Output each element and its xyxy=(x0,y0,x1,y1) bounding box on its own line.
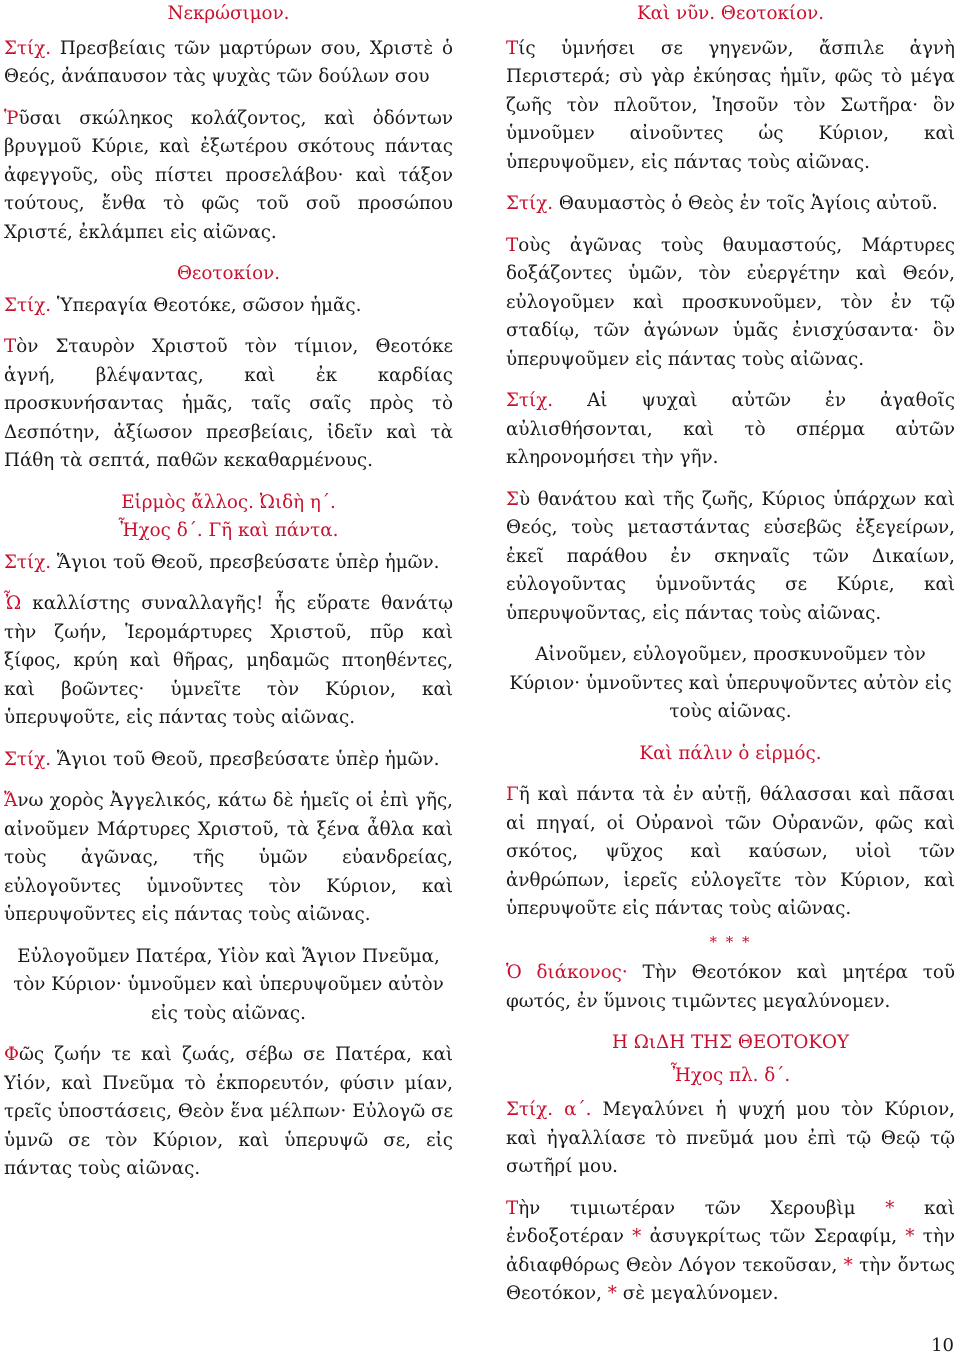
stix-label: Στίχ. xyxy=(4,551,52,573)
theotokion-text xyxy=(506,35,955,178)
stix-label: Στίχ. α΄. xyxy=(506,1099,592,1120)
deacon-label: Ὁ διάκονος· xyxy=(506,962,628,983)
verse-stix-1 xyxy=(4,35,453,92)
ode-tone: Ἦχος πλ. δ΄. xyxy=(670,1064,791,1086)
troparion-1 xyxy=(4,105,453,248)
heading-palin-heirmos: Καὶ πάλιν ὁ εἱρμός. xyxy=(639,742,822,764)
megalynarion-text: καὶ ἐνδοξοτέραν xyxy=(506,1197,955,1247)
troparion-text: καλλίστης συναλλαγῆς! ἧς εὕρατε θανάτῳ τὴν ζωήν, Ἱερομάρτυρες Χριστοῦ, πῦρ καὶ ξίφος, κρύη καὶ θῆρας, μηδαμῶς πτοηθέντες, καὶ βοῶντες· ὑμνεῖτε τὸν Κύριον, καὶ ὑπερυψοῦτε, εἰς πάντας τοὺς αἰῶνας. xyxy=(4,593,453,728)
troparion-4 xyxy=(4,787,453,930)
verse-text: Πρεσβείαις τῶν μαρτύρων σου, Χριστὲ ὁ Θεός, ἀνάπαυσον τὰς ψυχὰς τῶν δούλων σου xyxy=(4,37,453,87)
heirmos-heading-1: Εἱρμὸς ἄλλος. Ὠιδὴ η΄. xyxy=(121,491,336,513)
verse-text: Θαυμαστὸς ὁ Θεὸς ἐν τοῖς Ἁγίοις αὐτοῦ. xyxy=(553,193,938,214)
troparion-3 xyxy=(4,590,453,733)
troparion-5 xyxy=(4,1041,453,1184)
asterisk-mark: * xyxy=(905,1226,915,1247)
troparion-text: ὸν Σταυρὸν Χριστοῦ τὸν τίμιον, Θεοτόκε ἁγνή, βλέψαντας, καὶ ἐκ καρδίας προσκυνήσαντας ἡμᾶς, ταῖς σαῖς πρὸς τὸ Δεσπότην, ἀξίωσον πρεσβείαις, ἰδεῖν καὶ τὰ Πάθη τὰ σεπτά, παθῶν κεκαθαρμένους. xyxy=(4,336,453,471)
left-column xyxy=(4,0,453,1184)
megalynarion-text: τὴν ὄντως Θεοτόκον, xyxy=(506,1254,955,1304)
verse-text: Ἅγιοι τοῦ Θεοῦ, πρεσβεύσατε ὑπὲρ ἡμῶν. xyxy=(51,748,440,770)
troparion-text: ῶς ζωήν τε καὶ ζωάς, σέβω σε Πατέρα, καὶ Υἱόν, καὶ Πνεῦμα τὸ ἐκπορευτόν, φύσιν μίαν, τρεῖς ὑποστάσεις, Θεὸν ἕνα μέλπων· Εὐλογῶ σε ὑμνῶ σε τὸν Κύριον, καὶ ὑπερυψῶ σε, εἰς πάντας τοὺς αἰῶνας. xyxy=(4,1044,453,1179)
megalynarion-text: σὲ μεγαλύνομεν. xyxy=(616,1283,779,1304)
troparion-text: νω χορὸς Ἀγγελικός, κάτω δὲ ἡμεῖς οἱ ἐπὶ γῆς, αἰνοῦμεν Μάρτυρες Χριστοῦ, τὰ ξένα ἆθλα καὶ τοὺς ἀγῶνας, τῆς ὑμῶν εὐανδρείας, εὐλογοῦντες ὑμνοῦντες τὸν Κύριον, καὶ ὑπερυψοῦντες εἰς πάντας τοὺς αἰῶνας. xyxy=(4,790,453,925)
troparion-text: ῦσαι σκώληκος κολάζοντος, καὶ ὀδόντων βρυγμοῦ Κύριε, καὶ ἐξωτέρου σκότους πάντας ἀφεγγοῦς, οὓς πίστει προσελάβου· καὶ τάξον τούτους, ἔνθα τὸ φῶς τοῦ σοῦ προσώπου Χριστέ, ἐκλάμπει εἰς αἰῶνας. xyxy=(4,107,453,243)
verse-stix-5 xyxy=(506,190,955,219)
initial-capital: Γ xyxy=(506,784,519,805)
heading-nekrosimon: Νεκρώσιμον. xyxy=(167,3,290,24)
heirmos-text xyxy=(506,781,955,924)
stix-label: Στίχ. xyxy=(506,390,554,411)
asterisk-mark: * xyxy=(843,1254,853,1276)
initial-capital: Σ xyxy=(506,488,519,510)
heirmos-heading-2: Ἦχος δ΄. Γῆ καὶ πάντα. xyxy=(118,520,339,541)
verse-text: Ἅγιοι τοῦ Θεοῦ, πρεσβεύσατε ὑπὲρ ἡμῶν. xyxy=(51,551,440,573)
verse-text: Μεγαλύνει ἡ ψυχή μου τὸν Κύριον, καὶ ἠγαλλίασε τὸ πνεῦμά μου ἐπὶ τῷ Θεῷ τῷ σωτῆρί μου. xyxy=(506,1099,955,1177)
initial-capital: Ἄ xyxy=(4,790,18,811)
troparion-2 xyxy=(4,333,453,476)
section-divider-stars: * * * xyxy=(709,932,752,951)
troparion-text: ῆ καὶ πάντα τὰ ἐν αὐτῇ, θάλασσαι καὶ πᾶσαι αἱ πηγαί, οἱ Οὐρανοὶ τῶν Οὐρανῶν, φῶς καὶ σκότος, ψῦχος καὶ καύσων, υἱοὶ τῶν ἀνθρώπων, ἱερεῖς εὐλογεῖτε τὸν Κύριον, καὶ ὑπερυψοῦτε εἰς πάντας τοὺς αἰῶνας. xyxy=(506,784,955,919)
page-number: 10 xyxy=(931,1335,954,1356)
doxology-verse: Εὐλογοῦμεν Πατέρα, Υἱὸν καὶ Ἅγιον Πνεῦμα, τὸν Κύριον· ὑμνοῦμεν καὶ ὑπερυψοῦμεν αὐτὸν εἰς τοὺς αἰῶνας. xyxy=(13,945,444,1024)
verse-stix-7 xyxy=(506,1096,955,1182)
verse-stix-6 xyxy=(506,387,955,473)
right-column xyxy=(506,0,955,1309)
megalynarion-text: τὴν ἀδιαφθόρως Θεὸν Λόγον τεκοῦσαν, xyxy=(506,1226,955,1276)
troparion-text: ὺ θανάτου καὶ τῆς ζωῆς, Κύριος ὑπάρχων καὶ Θεός, τοὺς μεταστάντας εὐσεβῶς ἐξεγείρων, ἐκεῖ παράθου ἐν σκηναῖς τῶν Δικαίων, εὐλογοῦντας ὑμνοῦντάς σε Κύριε, καὶ ὑπερυψοῦντας, εἰς πάντας τοὺς αἰῶνας. xyxy=(506,488,955,624)
verse-text: Αἱ ψυχαὶ αὐτῶν ἐν ἀγαθοῖς αὐλισθήσονται, καὶ τὸ σπέρμα αὐτῶν κληρονομήσει τὴν γῆν. xyxy=(506,390,955,468)
initial-capital: Τ xyxy=(4,336,17,357)
heading-theotokion: Θεοτοκίον. xyxy=(176,263,281,284)
megalynarion-text: ἀσυγκρίτως τῶν Σεραφίμ, xyxy=(641,1226,906,1247)
troparion-7 xyxy=(506,486,955,629)
verse-stix-4 xyxy=(4,746,453,775)
heading-kai-nyn: Καὶ νῦν. Θεοτοκίον. xyxy=(636,3,825,24)
megalynarion xyxy=(506,1195,955,1309)
verse-stix-2 xyxy=(4,292,453,321)
stix-label: Στίχ. xyxy=(4,37,52,59)
deacon-exclamation xyxy=(506,959,955,1016)
megalynarion-text: ὴν τιμιωτέραν τῶν Χερουβὶμ xyxy=(518,1197,886,1219)
stix-label: Στίχ. xyxy=(4,748,52,770)
ode-title: Η ΩιΔΗ ΤΗΣ ΘΕΟΤΟΚΟΥ xyxy=(611,1032,850,1053)
initial-capital: Τ xyxy=(506,1197,519,1219)
ainoumen-verse: Αἰνοῦμεν, εὐλογοῦμεν, προσκυνοῦμεν τὸν Κύριον· ὑμνοῦντες καὶ ὑπερυψοῦντες αὐτὸν εἰς τοὺς αἰῶνας. xyxy=(509,644,952,722)
verse-text: Ὑπεραγία Θεοτόκε, σῶσον ἡμᾶς. xyxy=(51,294,362,316)
asterisk-mark: * xyxy=(607,1283,617,1304)
deacon-text: Τὴν Θεοτόκον καὶ μητέρα τοῦ φωτός, ἐν ὕμνοις τιμῶντες μεγαλύνομεν. xyxy=(506,962,955,1012)
verse-stix-3 xyxy=(4,549,453,578)
initial-capital: Τ xyxy=(506,37,519,59)
troparion-text: ίς ὑμνήσει σε γηγενῶν, ἄσπιλε ἁγνὴ Περιστερά; σὺ γὰρ ἐκύησας ἡμῖν, φῶς τὸ μέγα ζωῆς τὸν πλοῦτον, Ἰησοῦν τὸν Σωτῆρα· ὃν ὑμνοῦμεν αἰνοῦντες ὡς Κύριον, καὶ ὑπερυψοῦμεν, εἰς πάντας τοὺς αἰῶνας. xyxy=(506,37,955,173)
troparion-6 xyxy=(506,232,955,375)
troparion-text: οὺς ἀγῶνας τοὺς θαυμαστούς, Μάρτυρες δοξάζοντες ὑμῶν, τὸν εὐεργέτην καὶ Θεόν, εὐλογοῦμεν καὶ προσκυνοῦμεν, τὸν ἐν τῷ σταδίῳ, τῶν ἀγώνων ὑμᾶς ἐνισχύσαντα· ὃν ὑπερυψοῦμεν εἰς πάντας τοὺς αἰῶνας. xyxy=(506,234,955,370)
initial-capital: Ῥ xyxy=(4,107,19,129)
initial-capital: Τ xyxy=(506,234,519,256)
initial-capital: Ὦ xyxy=(4,593,22,614)
initial-capital: Φ xyxy=(4,1044,19,1065)
asterisk-mark: * xyxy=(632,1226,642,1247)
stix-label: Στίχ. xyxy=(4,294,52,316)
asterisk-mark: * xyxy=(885,1197,895,1219)
stix-label: Στίχ. xyxy=(506,193,554,214)
